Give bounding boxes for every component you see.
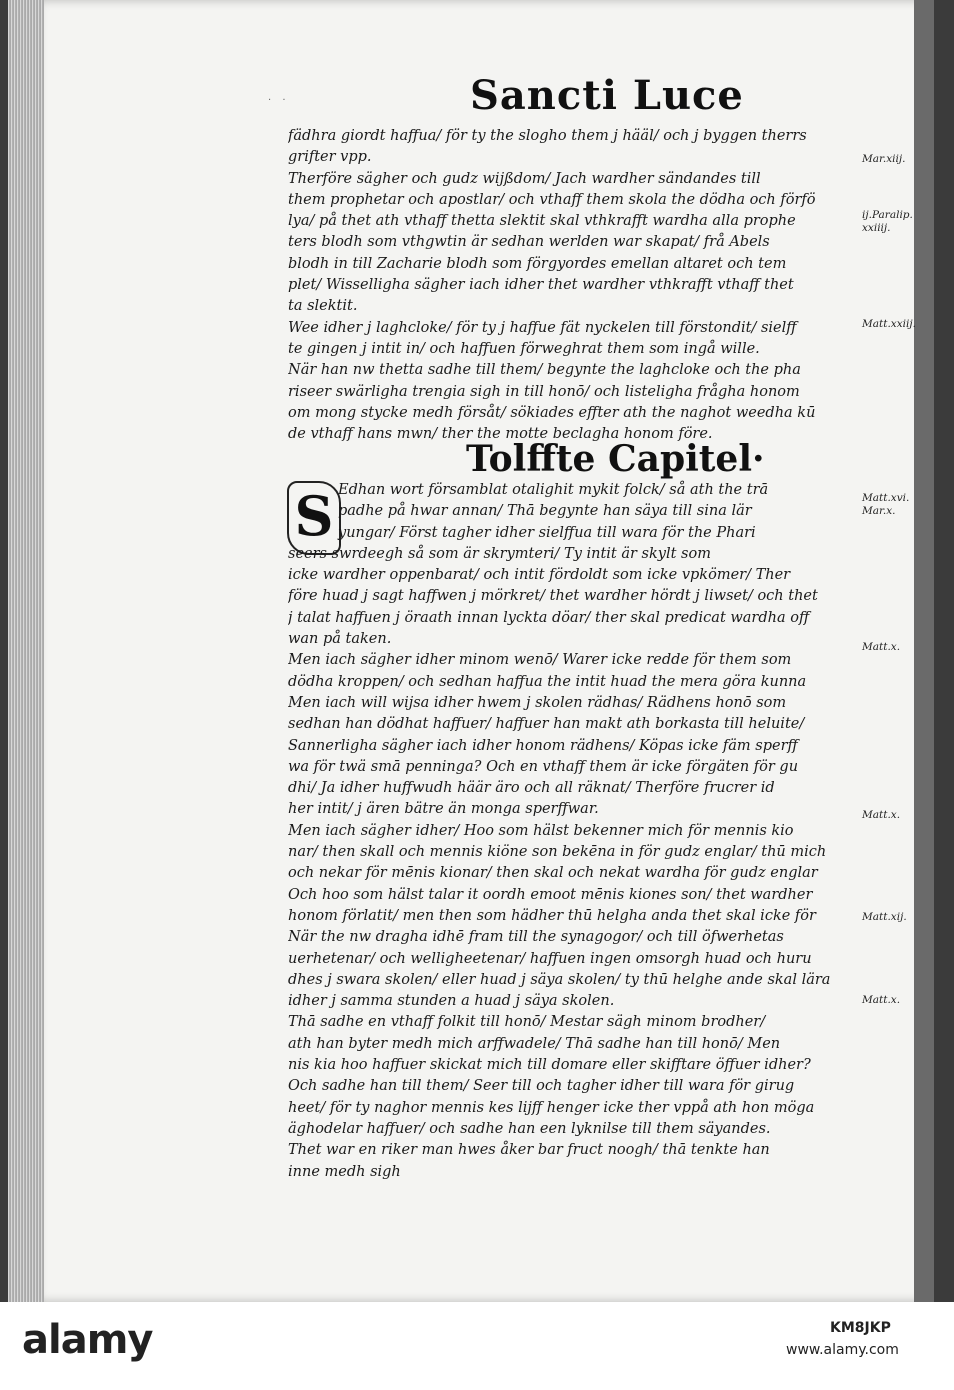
text-line: inne medh sigh	[288, 1163, 401, 1180]
chapter-title: Tolffte Capitel·	[466, 438, 765, 480]
text-line: Sannerligha sägher iach idher honom rädhens/ Köpas icke fäm sperff	[288, 737, 798, 754]
text-line: idher j samma stunden a huad j säya skolen.	[288, 993, 615, 1010]
text-line: seers swrdeegh så som är skrymteri/ Ty intit är skylt som	[288, 545, 711, 562]
text-line: them prophetar och apostlar/ och vthaff them skola the dödha och förfö	[288, 191, 816, 208]
text-line: Men iach sägher idher minom wenō/ Warer icke redde för them som	[288, 652, 792, 669]
image-id: KM8JKP	[830, 1320, 891, 1336]
margin-note: Matt.x.	[862, 641, 901, 653]
text-line: uerhetenar/ och welligheetenar/ haffuen ingen omsorgh huad och huru	[288, 950, 812, 967]
text-line: När han nw thetta sadhe till them/ begynte the laghcloke och the pha	[288, 362, 801, 379]
text-line: Och hoo som hälst talar it oordh emoot mēnis kiones son/ thet wardher	[288, 886, 813, 903]
text-line: om mong stycke medh försåt/ sökiades effter ath the naghot weedha kū	[288, 404, 816, 421]
text-line: ath han byter medh mich arffwadele/ Thā sadhe han till honō/ Men	[288, 1035, 781, 1052]
text-line: blodh in till Zacharie blodh som förgyordes emellan altaret och tem	[288, 255, 787, 272]
text-line: Edhan wort församblat otalighit mykit folck/ så ath the trā	[338, 482, 769, 498]
margin-note: Matt.xij.	[862, 911, 907, 923]
decorated-initial-letter: S	[287, 481, 341, 555]
text-line: wan på taken.	[288, 631, 392, 648]
text-line: heet/ för ty naghor mennis kes lijff henger icke ther vppå ath hon möga	[288, 1099, 815, 1116]
text-line: de vthaff hans mwn/ ther the motte beclagha honom före.	[288, 426, 713, 443]
text-line: riseer swärligha trengia sigh in till honō/ och listeligha frågha honom	[288, 383, 800, 400]
text-line: icke wardher oppenbarat/ och intit fördoldt som icke vpkömer/ Ther	[288, 567, 791, 584]
text-line: nis kia hoo haffuer skickat mich till domare eller skifftare öffuer idher?	[288, 1057, 811, 1074]
text-line: sedhan han dödhat haffuer/ haffuer han makt ath borkasta till heluite/	[288, 716, 805, 733]
page-marks: · ·	[268, 95, 290, 106]
text-line: Wee idher j laghcloke/ för ty j haffue fät nyckelen till förstondit/ sielff	[288, 319, 797, 336]
text-line: ters blodh som vthgwtin är sedhan werlden war skapat/ frå Abels	[288, 234, 770, 251]
text-line: När the nw dragha idhē fram till the synagogor/ och till öfwerhetas	[288, 929, 784, 946]
margin-note: Matt.xxiij.	[862, 318, 916, 330]
text-line: fädhra giordt haffua/ för ty the slogho them j hääl/ och j byggen therrs	[288, 128, 807, 144]
text-line: honom förlatit/ men then som hädher thū helgha anda thet skal icke för	[288, 907, 816, 924]
page-gutter-shadow	[914, 0, 934, 1302]
margin-note: Matt.x.	[862, 809, 901, 821]
margin-note: ij.Paralip. xxiiij.	[862, 209, 913, 234]
alamy-logo: alamy	[22, 1317, 153, 1363]
text-line: Men iach sägher idher/ Hoo som hälst bekenner mich för mennis kio	[288, 822, 794, 839]
text-line: lya/ på thet ath vthaff thetta slektit skal vthkrafft wardha alla prophe	[288, 213, 796, 230]
text-line: och nekar för mēnis kionar/ then skal och nekat wardha för gudz englar	[288, 865, 818, 882]
text-line: dhes j swara skolen/ eller huad j säya skolen/ ty thū helghe ande skal lära	[288, 971, 831, 988]
text-line: yungar/ Först tagher idher sielffua till wara för the Phari	[338, 524, 756, 541]
text-line: dödha kroppen/ och sedhan haffua the intit huad the mera göra kunna	[288, 673, 807, 690]
text-line: ta slektit.	[288, 298, 358, 315]
margin-note: Matt.xvi. Mar.x.	[862, 492, 910, 517]
text-line: padhe på hwar annan/ Thā begynte han säya till sina lär	[338, 503, 752, 520]
text-line: grifter vpp.	[288, 149, 372, 166]
text-line: j talat haffuen j öraath innan lyckta döar/ ther skal predicat wardha off	[288, 609, 810, 626]
margin-note: Matt.x.	[862, 994, 901, 1006]
text-line: wa för twä smā penninga? Och en vthaff them är icke förgäten för gu	[288, 758, 799, 775]
text-line: nar/ then skall och mennis kiöne son bekēna in för gudz englar/ thū mich	[288, 844, 827, 861]
text-line: her intit/ j ären bätre än monga sperffwar.	[288, 801, 599, 818]
text-line: Thā sadhe en vthaff folkit till honō/ Mestar sägh minom brodher/	[288, 1014, 766, 1031]
margin-note: Mar.xiij.	[862, 153, 906, 165]
text-block-upper	[288, 126, 856, 445]
text-line: plet/ Wisselligha sägher iach idher thet wardher vthkrafft vthaff thet	[288, 277, 794, 294]
running-head: Sancti Luce	[470, 72, 744, 119]
book-page-edges	[8, 0, 48, 1302]
text-line: äghodelar haffuer/ och sadhe han een lyknilse till them säyandes.	[288, 1120, 771, 1137]
text-line: Thet war en riker man hwes åker bar fruct noogh/ thā tenkte han	[288, 1142, 770, 1159]
watermark-url: www.alamy.com	[786, 1342, 899, 1358]
text-line: Men iach will wijsa idher hwem j skolen rädhas/ Rädhens honō som	[288, 694, 787, 711]
text-block-chapter	[288, 480, 856, 1183]
text-line: te gingen j intit in/ och haffuen förweghrat them som ingå wille.	[288, 340, 760, 357]
text-line: Och sadhe han till them/ Seer till och tagher idher till wara för girug	[288, 1078, 795, 1095]
text-line: dhi/ Ja idher huffwudh häär äro och all räknat/ Therföre frucrer id	[288, 780, 775, 797]
text-line: före huad j sagt haffwen j mörkret/ thet wardher hördt j liwset/ och thet	[288, 588, 818, 605]
text-line: Therföre sägher och gudz wijßdom/ Jach wardher sändandes till	[288, 170, 761, 187]
